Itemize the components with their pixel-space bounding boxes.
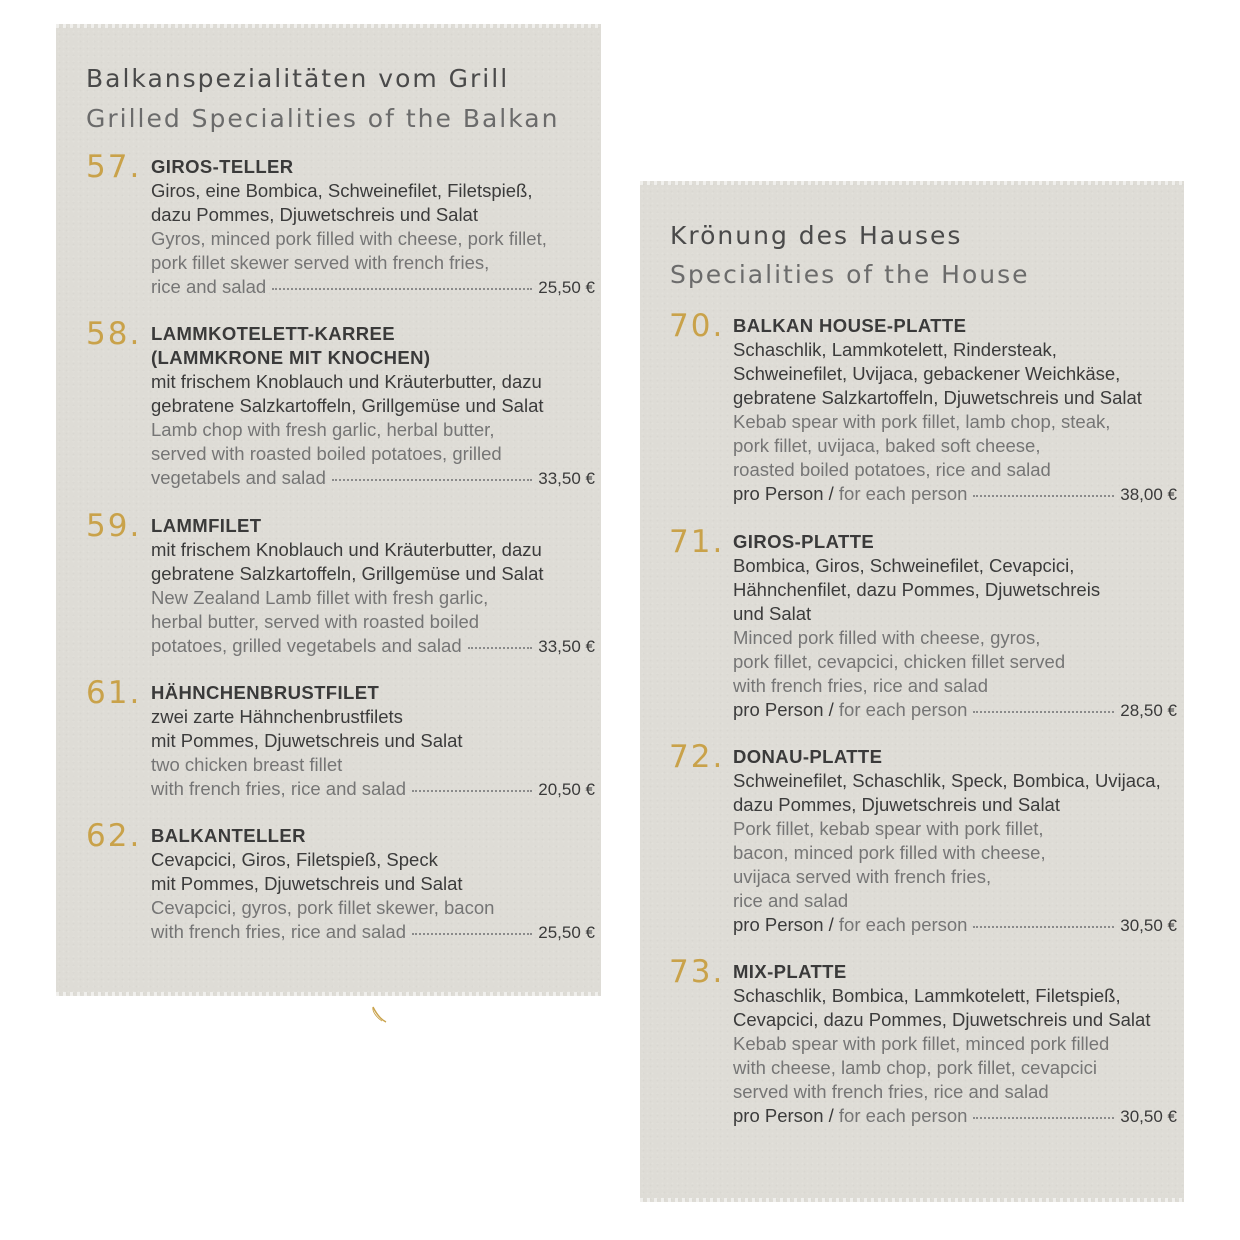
item-description-en: Minced pork filled with cheese, gyros, (733, 627, 1041, 648)
section-heading-en: Specialities of the House (670, 260, 1030, 289)
price-line (151, 634, 595, 658)
price-line (733, 1104, 1177, 1128)
item-price: 25,50 € (538, 923, 595, 942)
item-description-en: Lamb chop with fresh garlic, herbal butter, (151, 419, 495, 440)
item-number: 59. (86, 508, 142, 544)
item-body (733, 960, 1177, 1128)
per-person-de: pro Person (733, 483, 824, 504)
item-body (733, 530, 1177, 722)
item-number: 72. (669, 739, 725, 775)
dotted-leader (973, 494, 1114, 497)
item-description-de: Bombica, Giros, Schweinefilet, Cevapcici, (733, 555, 1075, 576)
item-description-de: gebratene Salzkartoffeln, Grillgemüse und Salat (151, 395, 544, 416)
item-price: 33,50 € (538, 637, 595, 656)
per-person-separator: / (823, 1105, 839, 1126)
price-line (151, 920, 595, 944)
dotted-leader (973, 925, 1114, 928)
item-description-de: Hähnchenfilet, dazu Pommes, Djuwetschreis (733, 579, 1101, 600)
item-number: 70. (669, 308, 725, 344)
item-number: 62. (86, 818, 142, 854)
item-title: MIX-PLATTE (733, 961, 847, 982)
item-description-en: rice and salad (151, 276, 267, 297)
item-description-en: Kebab spear with pork fillet, minced pork filled (733, 1033, 1110, 1054)
item-price: 38,00 € (1120, 485, 1177, 504)
item-description-en: Cevapcici, gyros, pork fillet skewer, bacon (151, 897, 495, 918)
item-title: LAMMFILET (151, 515, 262, 536)
item-description-en: potatoes, grilled vegetabels and salad (151, 635, 462, 656)
item-description-de: Schweinefilet, Uvijaca, gebackener Weichkäse, (733, 363, 1121, 384)
item-description-de: Giros, eine Bombica, Schweinefilet, Filetspieß, (151, 180, 533, 201)
item-number: 61. (86, 675, 142, 711)
section-heading-en: Grilled Specialities of the Balkan (86, 104, 560, 133)
item-description-de: mit frischem Knoblauch und Kräuterbutter, dazu (151, 539, 542, 560)
item-title: BALKAN HOUSE-PLATTE (733, 315, 967, 336)
feather-icon (370, 1005, 388, 1025)
item-price: 30,50 € (1120, 1107, 1177, 1126)
item-number: 58. (86, 316, 142, 352)
price-line (733, 698, 1177, 722)
item-description-en: roasted boiled potatoes, rice and salad (733, 459, 1051, 480)
item-description-de: Cevapcici, Giros, Filetspieß, Speck (151, 849, 438, 870)
item-body (733, 745, 1177, 937)
item-body (151, 514, 595, 658)
item-body (733, 314, 1177, 506)
dotted-leader (412, 789, 532, 792)
item-description-en: with cheese, lamb chop, pork fillet, cevapcici (733, 1057, 1098, 1078)
item-description-en: two chicken breast fillet (151, 754, 343, 775)
item-description-en: with french fries, rice and salad (733, 675, 989, 696)
item-body (151, 681, 595, 801)
dotted-leader (332, 478, 532, 481)
per-person-de: pro Person (733, 914, 824, 935)
item-title: DONAU-PLATTE (733, 746, 883, 767)
item-description-de: dazu Pommes, Djuwetschreis und Salat (733, 794, 1060, 815)
dotted-leader (973, 710, 1114, 713)
per-person-de: pro Person (733, 699, 824, 720)
item-body (151, 322, 595, 490)
price-line (151, 777, 595, 801)
item-description-en: bacon, minced pork filled with cheese, (733, 842, 1046, 863)
per-person-separator: / (823, 699, 839, 720)
price-line (151, 275, 595, 299)
item-price: 20,50 € (538, 780, 595, 799)
per-person-en: for each person (838, 699, 968, 720)
price-line (733, 482, 1177, 506)
item-number: 57. (86, 149, 142, 185)
per-person-en: for each person (838, 914, 968, 935)
item-description-de: gebratene Salzkartoffeln, Djuwetschreis und Salat (733, 387, 1142, 408)
item-description-en: vegetabels and salad (151, 467, 326, 488)
item-description-en: pork fillet, uvijaca, baked soft cheese, (733, 435, 1041, 456)
item-title: (LAMMKRONE MIT KNOCHEN) (151, 347, 431, 368)
item-title: BALKANTELLER (151, 825, 306, 846)
per-person-en: for each person (838, 1105, 968, 1126)
dotted-leader (272, 287, 532, 290)
item-description-en: served with french fries, rice and salad (733, 1081, 1049, 1102)
dotted-leader (468, 646, 533, 649)
item-description-en: with french fries, rice and salad (151, 921, 407, 942)
item-description-en: pork fillet, cevapcici, chicken fillet served (733, 651, 1066, 672)
item-price: 28,50 € (1120, 701, 1177, 720)
price-line (151, 466, 595, 490)
item-price: 25,50 € (538, 278, 595, 297)
item-description-de: zwei zarte Hähnchenbrustfilets (151, 706, 403, 727)
price-line (733, 913, 1177, 937)
item-description-en: pork fillet skewer served with french fries, (151, 252, 490, 273)
dotted-leader (412, 932, 532, 935)
item-description-en: herbal butter, served with roasted boiled (151, 611, 480, 632)
item-description-de: Schaschlik, Bombica, Lammkotelett, Filetspieß, (733, 985, 1121, 1006)
item-description-de: dazu Pommes, Djuwetschreis und Salat (151, 204, 478, 225)
menu-card-grill (56, 24, 601, 996)
per-person-separator: / (823, 914, 839, 935)
item-description-en: served with roasted boiled potatoes, grilled (151, 443, 502, 464)
dotted-leader (973, 1116, 1114, 1119)
item-description-en: Kebab spear with pork fillet, lamb chop, steak, (733, 411, 1111, 432)
item-description-en: Gyros, minced pork filled with cheese, pork fillet, (151, 228, 547, 249)
item-price: 33,50 € (538, 469, 595, 488)
item-description-de: und Salat (733, 603, 812, 624)
per-person-separator: / (823, 483, 839, 504)
section-heading-de: Krönung des Hauses (670, 221, 963, 250)
item-description-de: gebratene Salzkartoffeln, Grillgemüse und Salat (151, 563, 544, 584)
item-body (151, 155, 595, 299)
item-title: HÄHNCHENBRUSTFILET (151, 682, 380, 703)
item-description-en: New Zealand Lamb fillet with fresh garlic, (151, 587, 489, 608)
item-price: 30,50 € (1120, 916, 1177, 935)
item-description-en: Pork fillet, kebab spear with pork fillet, (733, 818, 1044, 839)
item-description-en: with french fries, rice and salad (151, 778, 407, 799)
per-person-en: for each person (838, 483, 968, 504)
item-title: GIROS-TELLER (151, 156, 294, 177)
item-description-de: Cevapcici, dazu Pommes, Djuwetschreis und Salat (733, 1009, 1151, 1030)
item-description-de: mit Pommes, Djuwetschreis und Salat (151, 730, 463, 751)
item-description-de: mit Pommes, Djuwetschreis und Salat (151, 873, 463, 894)
item-title: LAMMKOTELETT-KARREE (151, 323, 395, 344)
item-number: 73. (669, 954, 725, 990)
item-description-en: uvijaca served with french fries, (733, 866, 992, 887)
item-body (151, 824, 595, 944)
per-person-de: pro Person (733, 1105, 824, 1126)
item-description-de: Schweinefilet, Schaschlik, Speck, Bombica, Uvijaca, (733, 770, 1161, 791)
item-number: 71. (669, 524, 725, 560)
item-description-de: mit frischem Knoblauch und Kräuterbutter, dazu (151, 371, 542, 392)
item-title: GIROS-PLATTE (733, 531, 875, 552)
menu-card-house (640, 181, 1184, 1202)
item-description-de: Schaschlik, Lammkotelett, Rindersteak, (733, 339, 1057, 360)
section-heading-de: Balkanspezialitäten vom Grill (86, 64, 510, 93)
item-description-en: rice and salad (733, 890, 849, 911)
